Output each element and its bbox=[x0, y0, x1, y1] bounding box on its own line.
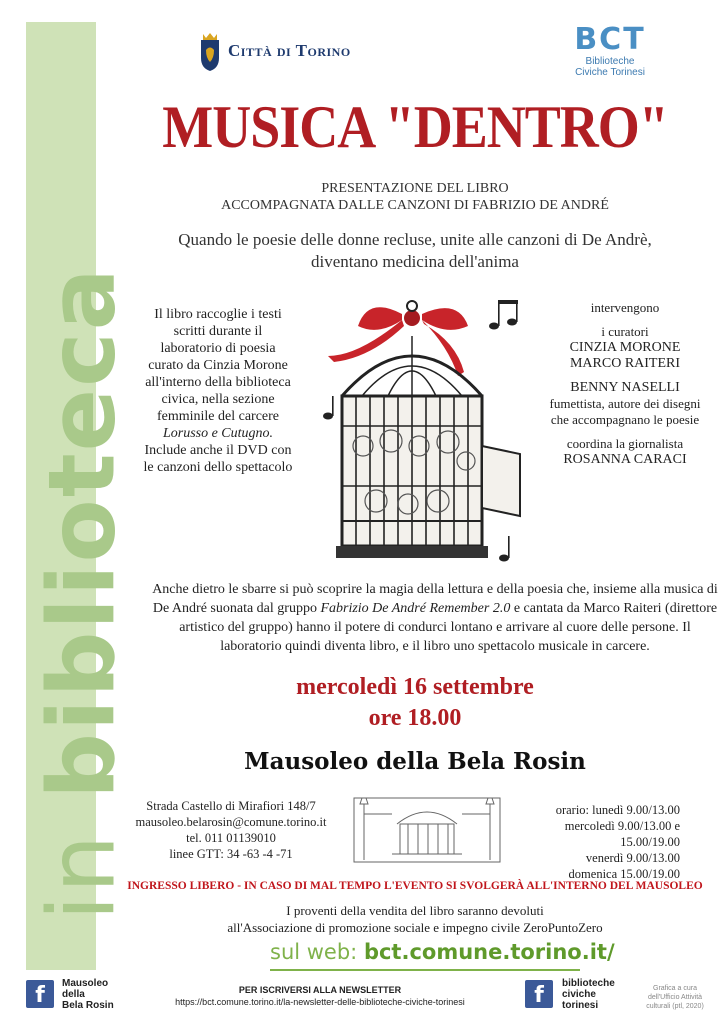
curator-1: CINZIA MORONE bbox=[569, 340, 681, 355]
web-label: sul web: bbox=[270, 940, 358, 964]
hours-line-1: orario: lunedì 9.00/13.00 bbox=[555, 803, 680, 817]
speakers-intro: intervengono bbox=[590, 300, 660, 315]
facebook-mausoleo-label[interactable] bbox=[62, 978, 114, 1011]
subtitle bbox=[110, 180, 720, 214]
speakers bbox=[540, 300, 710, 468]
graphic-credit bbox=[630, 984, 720, 1011]
body-part2: e cantata da Marco Raiteri (direttore artistico del gruppo) hanno il potere di condurci lontano e arrivare al cuore delle persone. Il laboratorio quindi diventa libro, e il libro uno spettacolo musicale in carcere. bbox=[179, 601, 718, 654]
credit-line1: Grafica a cura bbox=[653, 985, 697, 992]
address-tel: tel. 011 01139010 bbox=[186, 831, 276, 845]
tagline-line2: diventano medicina dell'anima bbox=[311, 252, 519, 271]
desc-italic-line bbox=[118, 425, 318, 442]
illustrator: BENNY NASELLI bbox=[570, 380, 680, 395]
body-paragraph bbox=[150, 580, 720, 656]
moderator: ROSANNA CARACI bbox=[563, 452, 687, 467]
web-underline bbox=[270, 969, 580, 971]
hours-line-4: domenica 15.00/19.00 bbox=[568, 867, 680, 881]
body-part1: Anche dietro le sbarre si può scoprire la magia della lettura e della poesia che, insieme alla musica di De André suonata dal gruppo bbox=[152, 582, 718, 616]
bct-logo bbox=[560, 24, 660, 78]
curators-label: i curatori bbox=[601, 324, 649, 339]
birdcage-illustration bbox=[298, 296, 530, 566]
facebook-biblioteche-label[interactable] bbox=[562, 978, 615, 1011]
mausoleum-illustration bbox=[352, 794, 502, 864]
band-name: Fabrizio De André Remember 2.0 bbox=[320, 601, 511, 616]
newsletter-title: PER ISCRIVERSI ALLA NEWSLETTER bbox=[238, 985, 402, 995]
desc-line: le canzoni dello spettacolo bbox=[143, 460, 293, 475]
address-street: Strada Castello di Mirafiori 148/7 bbox=[146, 799, 316, 813]
proceeds-note bbox=[110, 902, 720, 936]
web-url[interactable]: bct.comune.torino.it/ bbox=[363, 940, 615, 964]
facebook-icon[interactable]: f bbox=[26, 980, 54, 1008]
city-shield-icon bbox=[198, 30, 222, 72]
event-date: mercoledì 16 settembre bbox=[296, 674, 534, 700]
side-word-biblioteca: biblioteca bbox=[28, 266, 136, 799]
newsletter-url[interactable]: https://bct.comune.torino.it/la-newsletter-delle-biblioteche-civiche-torinesi bbox=[175, 997, 465, 1007]
desc-line: all'interno della biblioteca bbox=[145, 375, 291, 390]
opening-hours bbox=[504, 802, 680, 882]
fb-right-l1: biblioteche bbox=[562, 978, 615, 989]
venue-address bbox=[120, 798, 342, 862]
event-title: MUSICA "DENTRO" bbox=[162, 93, 668, 161]
fb-left-l1: Mausoleo bbox=[62, 978, 109, 989]
desc-line: femminile del carcere bbox=[156, 409, 280, 424]
address-email[interactable]: mausoleo.belarosin@comune.torino.it bbox=[135, 815, 327, 829]
subtitle-line2: ACCOMPAGNATA DALLE CANZONI DI FABRIZIO DE ANDRÉ bbox=[221, 198, 609, 213]
bct-logo-icon: BCT bbox=[574, 22, 646, 57]
fb-left-l2: della bbox=[62, 989, 85, 1000]
hours-line-3: venerdì 9.00/13.00 bbox=[585, 851, 680, 865]
desc-line: civica, nella sezione bbox=[161, 392, 275, 407]
proceeds-line1: I proventi della vendita del libro saranno devoluti bbox=[286, 903, 544, 918]
city-logo bbox=[198, 30, 351, 72]
book-description bbox=[118, 306, 318, 476]
hours-line-2: mercoledì 9.00/13.00 e 15.00/19.00 bbox=[564, 819, 680, 849]
desc-line: curato da Cinzia Morone bbox=[148, 358, 288, 373]
bct-line2: Civiche Torinesi bbox=[575, 67, 645, 78]
event-time: ore 18.00 bbox=[368, 705, 462, 731]
bct-line1: Biblioteche bbox=[585, 56, 635, 67]
free-entry-notice: INGRESSO LIBERO - IN CASO DI MAL TEMPO L'EVENTO SI SVOLGERÀ ALL'INTERNO DEL MAUSOLEO bbox=[127, 880, 703, 892]
credit-line2: dell'Ufficio Attività bbox=[647, 994, 703, 1001]
facebook-icon[interactable]: f bbox=[525, 980, 553, 1008]
tagline bbox=[110, 229, 720, 273]
illustrator-role-1: fumettista, autore dei disegni bbox=[549, 396, 701, 411]
tagline-line1: Quando le poesie delle donne recluse, unite alle canzoni di De Andrè, bbox=[178, 230, 652, 249]
desc-line: Il libro raccoglie i testi bbox=[154, 307, 282, 322]
side-word-in: in bbox=[28, 832, 136, 921]
website bbox=[270, 940, 615, 964]
moderator-label: coordina la giornalista bbox=[566, 436, 684, 451]
desc-line: Include anche il DVD con bbox=[144, 443, 292, 458]
illustrator-role-2: che accompagnano le poesie bbox=[550, 412, 700, 427]
event-datetime bbox=[110, 672, 720, 734]
desc-line: scritti durante il bbox=[173, 324, 263, 339]
fb-right-l3: torinesi bbox=[562, 1000, 599, 1011]
newsletter-info bbox=[130, 984, 510, 1008]
address-gtt: linee GTT: 34 -63 -4 -71 bbox=[169, 847, 293, 861]
proceeds-line2: all'Associazione di promozione sociale e impegno civile ZeroPuntoZero bbox=[227, 920, 603, 935]
desc-line: laboratorio di poesia bbox=[160, 341, 276, 356]
prison-name: Lorusso e Cutugno. bbox=[162, 426, 274, 441]
curator-2: MARCO RAITERI bbox=[569, 356, 681, 371]
fb-right-l2: civiche bbox=[562, 989, 596, 1000]
subtitle-line1: PRESENTAZIONE DEL LIBRO bbox=[321, 181, 509, 196]
venue-name: Mausoleo della Bela Rosin bbox=[244, 748, 586, 775]
city-name: Città di Torino bbox=[228, 41, 351, 60]
credit-line3: culturali (ptl, 2020) bbox=[646, 1003, 704, 1010]
fb-left-l3: Bela Rosin bbox=[62, 1000, 114, 1011]
